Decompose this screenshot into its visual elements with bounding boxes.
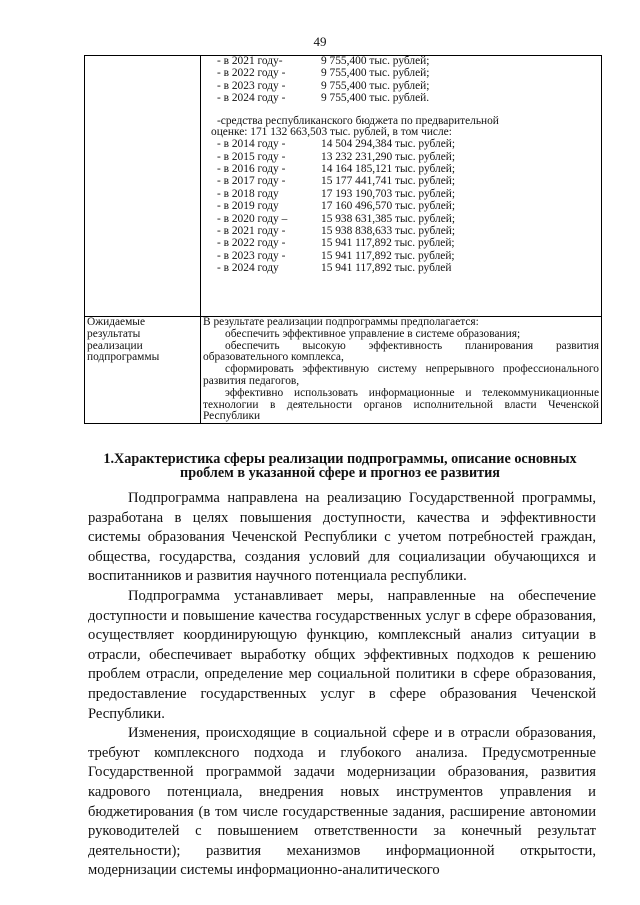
republic-source-line: -средства республиканского бюджета по предварительной: [217, 114, 499, 127]
expected-intro: В результате реализации подпрограммы предполагается:: [203, 316, 479, 328]
paragraph: Изменения, происходящие в социальной сфере и в отрасли образования, требуют комплексного подхода и глубокого анализа. Предусмотренные Государственной программой задачи модернизации образования, развития кадрового потенциала, внедрения новых инструментов управления и бюджетирования (в том числе государственные задания, расширение автономии руководителей с повышением ответственности за конечный результат деятельности); развития механизмов информационной открытости, модернизации системы информационно-аналитического: [88, 725, 596, 879]
funding-line: - в 2021 году- 9 755,400 тыс. рублей;: [217, 55, 430, 67]
section-title: 1.Характеристика сферы реализации подпрограммы, описание основных проблем в указанной сфере и прогноз ее развития: [103, 451, 577, 481]
expected-results-cell: [201, 317, 602, 424]
funding-line: - в 2024 году - 9 755,400 тыс. рублей.: [217, 92, 430, 105]
funding-line: - в 2023 году - 15 941 117,892 тыс. рублей;: [217, 249, 455, 262]
subprogram-passport-table: [84, 55, 602, 424]
funding-line: - в 2019 году 17 160 496,570 тыс. рублей;: [217, 200, 456, 213]
funding-line: - в 2024 году 15 941 117,892 тыс. рублей: [217, 262, 452, 275]
paragraph: Подпрограмма направлена на реализацию Государственной программы, разработана в целях повышения доступности, качества и эффективности системы образования Чеченской Республики с учетом потребностей граждан, общества, государства, создания условий для социализации обучающихся и воспитанников и развития научного потенциала республики.: [88, 490, 596, 585]
funding-line: - в 2015 году - 13 232 231,290 тыс. рублей;: [217, 150, 456, 163]
funding-line: - в 2018 году 17 193 190,703 тыс. рублей;: [217, 187, 456, 200]
funding-line: - в 2022 году - 15 941 117,892 тыс. рублей;: [217, 237, 455, 250]
expected-item: обеспечить эффективное управление в системе образования;: [225, 327, 521, 340]
funding-line: - в 2022 году - 9 755,400 тыс. рублей;: [217, 67, 430, 80]
federal-lines: [203, 56, 599, 106]
republic-total-line: оценке: 171 132 663,503 тыс. рублей, в том числе:: [211, 126, 452, 139]
expected-results-label: Ожидаемые результаты реализации подпрограммы: [85, 317, 201, 424]
financing-row: [85, 56, 602, 317]
expected-results-row: [85, 317, 602, 424]
funding-line: - в 2014 году - 14 504 294,384 тыс. рублей;: [217, 138, 456, 151]
expected-item: обеспечить высокую эффективность планирования развития образовательного комплекса,: [203, 339, 599, 364]
republic-lines: [203, 139, 599, 275]
financing-label-cell: [85, 56, 201, 317]
expected-item: сформировать эффективную систему непрерывного профессионального развития педагогов,: [203, 363, 599, 387]
funding-line: - в 2023 году - 9 755,400 тыс. рублей;: [217, 79, 430, 92]
expected-item: эффективно использовать информационные и телекоммуникационные технологии в деятельности органов исполнительной власти Чеченской Республики: [203, 386, 599, 423]
funding-line: - в 2020 году – 15 938 631,385 тыс. рублей;: [217, 212, 456, 225]
body-text: [88, 489, 596, 881]
funding-line: - в 2017 году - 15 177 441,741 тыс. рублей;: [217, 175, 456, 188]
page-number: 49: [313, 34, 327, 49]
paragraph: Подпрограмма устанавливает меры, направленные на обеспечение доступности и повышение качества государственных услуг в сфере образования, осуществляет координирующую функцию, комплексный анализ ситуации в отрасли, обеспечивает выработку общих эффективных подходов к решению проблем отрасли, определение мер социальной политики в сфере образования, предоставление государственных услуг в сфере образования Чеченской Республики.: [88, 587, 596, 722]
funding-line: - в 2021 году - 15 938 838,633 тыс. рублей;: [217, 224, 456, 237]
funding-line: - в 2016 году - 14 164 185,121 тыс. рублей;: [217, 162, 456, 175]
financing-cell: [201, 56, 602, 317]
